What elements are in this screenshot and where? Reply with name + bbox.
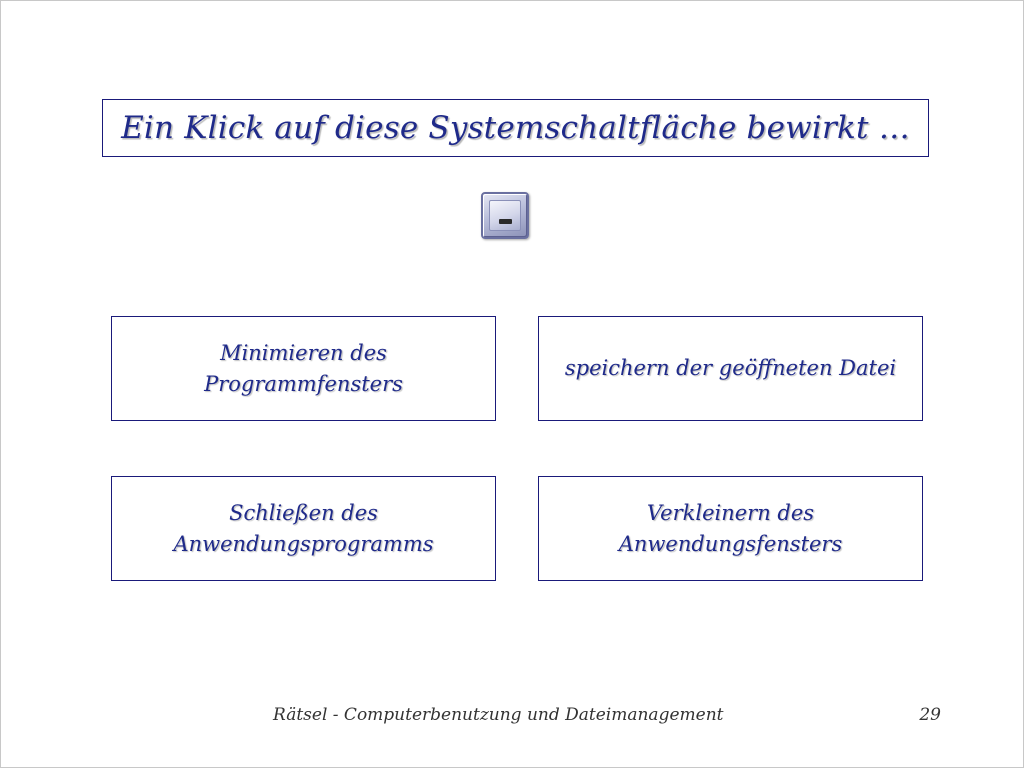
answer-label: Schließen des Anwendungsprogramms: [173, 500, 434, 556]
answer-label: Verkleinern des Anwendungsfensters: [618, 500, 843, 556]
answer-label: Minimieren des Programmfensters: [204, 340, 403, 396]
answer-option-save[interactable]: [538, 316, 923, 421]
minimize-icon: [489, 200, 521, 231]
question-text: Ein Klick auf diese Systemschaltfläche bewirkt …: [121, 110, 910, 146]
page-number: 29: [919, 705, 941, 725]
question-box: [102, 99, 929, 157]
footer-title: Rätsel - Computerbenutzung und Dateimanagement: [273, 705, 724, 725]
minimize-dash: [499, 219, 512, 224]
answer-option-close[interactable]: [111, 476, 496, 581]
minimize-button[interactable]: [481, 192, 529, 239]
answer-label: speichern der geöffneten Datei: [564, 356, 897, 380]
answer-option-minimize[interactable]: [111, 316, 496, 421]
answer-option-shrink[interactable]: [538, 476, 923, 581]
